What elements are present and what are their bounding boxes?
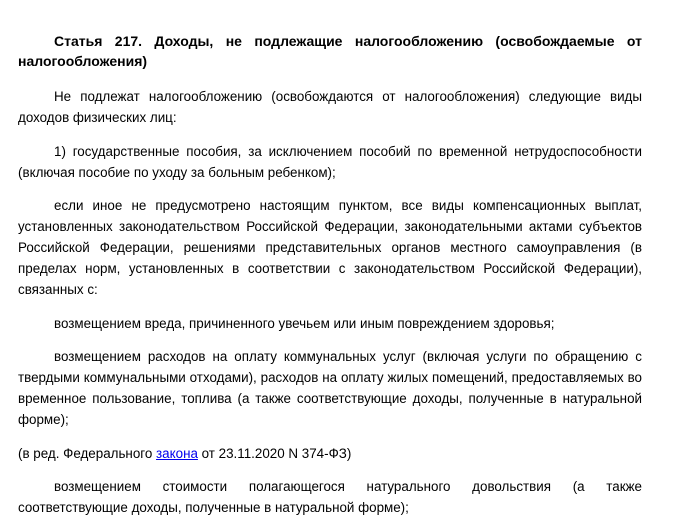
- article-title: Статья 217. Доходы, не подлежащие налогообложению (освобождаемые от налогообложения): [18, 33, 642, 69]
- law-link[interactable]: закона: [156, 445, 198, 461]
- amendment-note: [18, 443, 642, 464]
- amendment-prefix: (в ред. Федерального: [18, 445, 157, 461]
- paragraph-allowance: возмещением стоимости полагающегося натурального довольствия (а также соответствующие доходы, полученные в натуральной форме);: [18, 479, 642, 515]
- paragraph-intro: Не подлежат налогообложению (освобождаются от налогообложения) следующие виды доходов физических лиц:: [18, 89, 642, 125]
- paragraph-utilities: возмещением расходов на оплату коммунальных услуг (включая услуги по обращению с твердыми коммунальными отходами), расходов на оплату жилых помещений, предоставляемых во временное пользование, топлива (а также соответствующие доходы, полученные в натуральной форме);: [18, 349, 642, 427]
- amendment-suffix: от 23.11.2020 N 374-ФЗ): [197, 445, 352, 461]
- paragraph-item-1: 1) государственные пособия, за исключением пособий по временной нетрудоспособности (включая пособие по уходу за больным ребенком);: [18, 143, 642, 180]
- paragraph-health-damage: возмещением вреда, причиненного увечьем или иным повреждением здоровья;: [54, 315, 555, 331]
- paragraph-compensation: если иное не предусмотрено настоящим пунктом, все виды компенсационных выплат, установленных законодательством Российской Федерации, законодательными актами субъектов Российской Федерации, решениями представительных органов местного самоуправления (в пределах норм, установленных в соответствии с законодательством Российской Федерации), связанных с:: [18, 198, 642, 297]
